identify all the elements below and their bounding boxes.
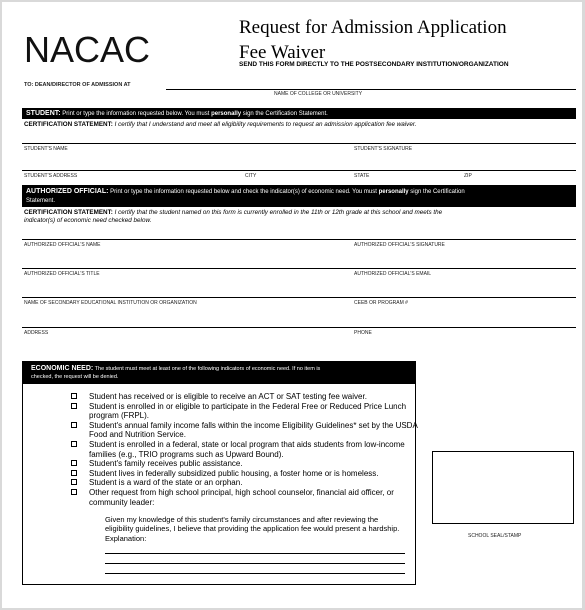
- school-seal-box[interactable]: [432, 451, 574, 524]
- economic-item-text: Student has received or is eligible to receive an ACT or SAT testing fee waiver.: [89, 392, 367, 401]
- list-item: [71, 392, 421, 402]
- official-bar-emph: personally: [378, 189, 409, 195]
- economic-need-title: ECONOMIC NEED:: [31, 365, 94, 372]
- official-title-line[interactable]: [22, 268, 576, 269]
- checkbox[interactable]: [71, 422, 77, 428]
- student-cert-text: I certify that I understand and meet all eligibility requirements to request an admission application fee waiver.: [114, 121, 417, 128]
- form-page: [2, 2, 582, 608]
- official-certification: [24, 209, 579, 225]
- student-cert-label: CERTIFICATION STATEMENT:: [24, 121, 113, 128]
- college-name-caption: NAME OF COLLEGE OR UNIVERSITY: [274, 91, 363, 97]
- list-item: [71, 478, 421, 488]
- economic-need-header: [23, 362, 415, 384]
- official-cert-text: I certify that the student named on this form is currently enrolled in the 11th or 12th grade at this school and meets the: [114, 209, 443, 216]
- official-signature-label: AUTHORIZED OFFICIAL'S SIGNATURE: [354, 242, 445, 248]
- title-line-2: Fee Waiver: [239, 42, 326, 63]
- school-seal-caption: SCHOOL SEAL/STAMP: [468, 533, 522, 539]
- official-name-label: AUTHORIZED OFFICIAL'S NAME: [24, 242, 101, 248]
- student-name-signature-line[interactable]: [22, 143, 576, 144]
- student-address-line[interactable]: [22, 170, 576, 171]
- economic-need-text: The student must meet at least one of the following indicators of economic need. If no item is: [94, 366, 321, 372]
- list-item: [71, 459, 421, 469]
- explanation-line[interactable]: [105, 563, 405, 564]
- checkbox[interactable]: [71, 403, 77, 409]
- student-address-label: STUDENT'S ADDRESS: [24, 173, 78, 179]
- economic-item-text: Student is enrolled in a federal, state or local program that aids students from low-income families (e.g., TRIO programs such as Upward Bound).: [89, 439, 405, 459]
- economic-item-text: Student is a ward of the state or an orphan.: [89, 478, 243, 488]
- list-item: [71, 421, 421, 440]
- official-cert-label: CERTIFICATION STATEMENT:: [24, 209, 113, 216]
- student-state-label: STATE: [354, 173, 370, 179]
- checkbox[interactable]: [71, 479, 77, 485]
- economic-item-text: Student lives in federally subsidized public housing, a foster home or is homeless.: [89, 468, 379, 478]
- to-label: TO: DEAN/DIRECTOR OF ADMISSION AT: [24, 82, 131, 88]
- official-title-label: AUTHORIZED OFFICIAL'S TITLE: [24, 271, 100, 277]
- checkbox[interactable]: [71, 393, 77, 399]
- economic-item-text: Other request from high school principal, high school counselor, financial aid officer, or community leader:: [89, 487, 394, 507]
- student-certification: [24, 121, 579, 129]
- official-name-line[interactable]: [22, 239, 576, 240]
- student-section-bar: [22, 108, 576, 119]
- official-bar-tail: sign the Certification: [408, 189, 465, 195]
- student-name-label: STUDENT'S NAME: [24, 146, 68, 152]
- checkbox[interactable]: [71, 470, 77, 476]
- list-item: [71, 488, 421, 507]
- form-title: [239, 15, 579, 65]
- official-bar-title: AUTHORIZED OFFICIAL:: [26, 188, 109, 195]
- official-ceeb-label: CEEB OR PROGRAM #: [354, 300, 408, 306]
- other-explanation-text: Given my knowledge of this student's family circumstances and after reviewing the eligibility guidelines, I believe that providing the application fee would present a hardship. Explanation:: [105, 515, 400, 543]
- checkbox[interactable]: [71, 489, 77, 495]
- student-zip-label: ZIP: [464, 173, 472, 179]
- official-section-bar: [22, 185, 576, 207]
- student-bar-title: STUDENT:: [26, 110, 61, 117]
- student-bar-text: Print or type the information requested below. You must: [62, 111, 212, 117]
- official-bar-line2: Statement.: [26, 198, 56, 204]
- nacac-logo: NACAC: [24, 29, 151, 70]
- college-name-field[interactable]: [166, 89, 576, 90]
- student-bar-tail: sign the Certification Statement.: [241, 111, 328, 117]
- title-line-1: Request for Admission Application: [239, 17, 507, 38]
- official-address-line[interactable]: [22, 327, 576, 328]
- official-address-label: ADDRESS: [24, 330, 49, 336]
- economic-item-text: Student is enrolled in or eligible to participate in the Federal Free or Reduced Price Lunch program (FRPL).: [89, 401, 407, 421]
- list-item: [71, 440, 421, 459]
- official-cert-text2: indicator(s) of economic need checked below.: [24, 217, 152, 224]
- send-instruction: SEND THIS FORM DIRECTLY TO THE POSTSECONDARY INSTITUTION/ORGANIZATION: [239, 61, 509, 68]
- economic-need-box: [22, 361, 416, 585]
- student-signature-label: STUDENT'S SIGNATURE: [354, 146, 413, 152]
- official-bar-text: Print or type the information requested below and check the indicator(s) of economic need. You must: [110, 189, 379, 195]
- list-item: [71, 469, 421, 479]
- student-bar-emph: personally: [211, 111, 242, 117]
- official-phone-label: PHONE: [354, 330, 372, 336]
- economic-item-text: Student's annual family income falls within the income Eligibility Guidelines* set by the USDA Food and Nutrition Service.: [89, 420, 418, 440]
- official-school-label: NAME OF SECONDARY EDUCATIONAL INSTITUTION OR ORGANIZATION: [24, 300, 197, 306]
- economic-item-text: Student's family receives public assistance.: [89, 459, 243, 469]
- official-school-line[interactable]: [22, 297, 576, 298]
- student-city-label: CITY: [245, 173, 257, 179]
- economic-need-list: [71, 392, 421, 507]
- economic-need-text2: checked, the request will be denied.: [31, 374, 119, 380]
- checkbox[interactable]: [71, 441, 77, 447]
- list-item: [71, 402, 421, 421]
- explanation-line[interactable]: [105, 573, 405, 574]
- checkbox[interactable]: [71, 460, 77, 466]
- explanation-line[interactable]: [105, 553, 405, 554]
- official-email-label: AUTHORIZED OFFICIAL'S EMAIL: [354, 271, 432, 277]
